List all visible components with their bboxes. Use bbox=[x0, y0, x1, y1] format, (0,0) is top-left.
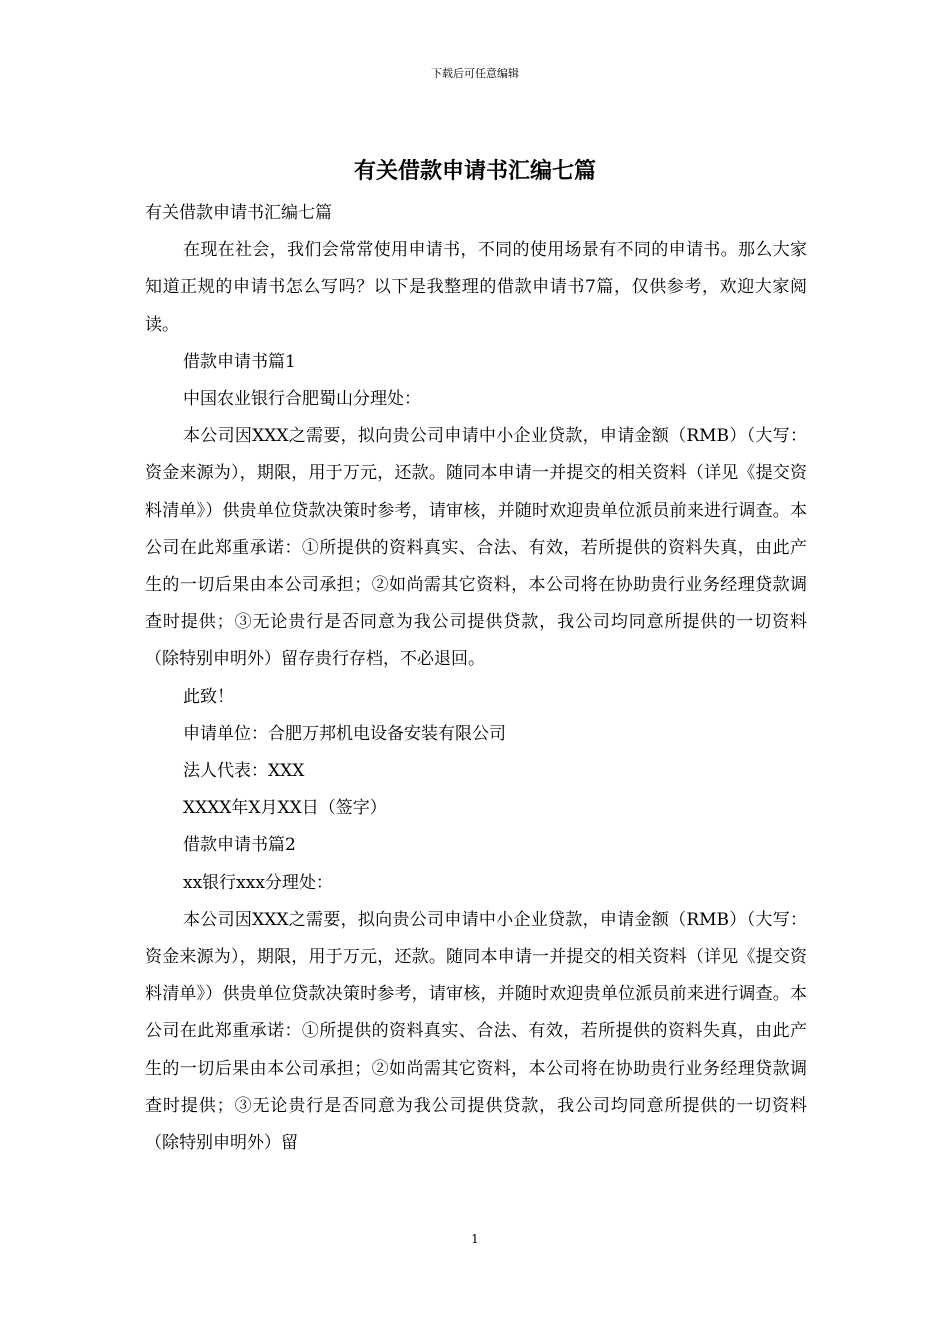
letter2-body: 本公司因XXX之需要，拟向贵公司申请中小企业贷款，申请金额（RMB）（大写：资金来源为），期限，用于万元，还款。随同本申请一并提交的相关资料（详见《提交资料清单》）供贵单位贷款决策时参考，请审核，并随时欢迎贵单位派员前来进行调查。本公司在此郑重承诺：①所提供的资料真实、合法、有效，若所提供的资料失真，由此产生的一切后果由本公司承担；②如尚需其它资料，本公司将在协助贵行业务经理贷款调查时提供；③无论贵行是否同意为我公司提供贷款，我公司均同意所提供的一切资料（除特别申明外）留 bbox=[145, 909, 807, 1154]
letter1-body: 本公司因XXX之需要，拟向贵公司申请中小企业贷款，申请金额（RMB）（大写：资金来源为），期限，用于万元，还款。随同本申请一并提交的相关资料（详见《提交资料清单》）供贵单位贷款决策时参考，请审核，并随时欢迎贵单位派员前来进行调查。本公司在此郑重承诺：①所提供的资料真实、合法、有效，若所提供的资料失真，由此产生的一切后果由本公司承担；②如尚需其它资料，本公司将在协助贵行业务经理贷款调查时提供；③无论贵行是否同意为我公司提供贷款，我公司均同意所提供的一切资料（除特别申明外）留存贵行存档，不必退回。 bbox=[145, 426, 807, 670]
letter1-heading: 借款申请书篇1 bbox=[183, 351, 296, 372]
header-note: 下载后可任意编辑 bbox=[431, 67, 519, 80]
letter1-applicant: 申请单位：合肥万邦机电设备安装有限公司 bbox=[183, 723, 506, 744]
letter1-legal-rep: 法人代表：XXX bbox=[183, 761, 305, 782]
document-title: 有关借款申请书汇编七篇 bbox=[353, 158, 596, 184]
letter2-recipient: xx银行xxx分理处： bbox=[183, 872, 333, 893]
letter1-recipient: 中国农业银行合肥蜀山分理处： bbox=[183, 389, 421, 410]
letter1-closing: 此致！ bbox=[183, 686, 234, 707]
intro-paragraph: 在现在社会，我们会常常使用申请书，不同的使用场景有不同的申请书。那么大家知道正规的申请书怎么写吗？以下是我整理的借款申请书7篇，仅供参考，欢迎大家阅读。 bbox=[145, 240, 807, 335]
page-number: 1 bbox=[471, 1232, 479, 1246]
document-subtitle: 有关借款申请书汇编七篇 bbox=[145, 203, 332, 223]
document-body bbox=[145, 195, 807, 1162]
letter2-heading: 借款申请书篇2 bbox=[183, 835, 296, 856]
letter1-date-sign: XXXX年X月XX日（签字） bbox=[183, 798, 387, 819]
